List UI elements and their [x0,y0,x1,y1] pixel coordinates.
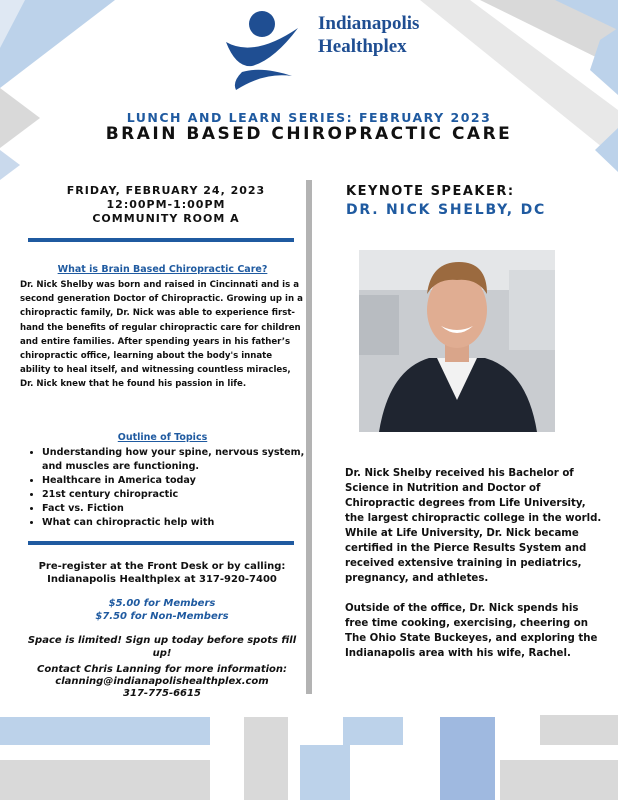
bio-text: Dr. Nick Shelby was born and raised in Cincinnati and is a second generation Doctor of Chiropractic. Growing up in a chiropractic family, Dr. Nick was able to experience first-hand the benefits of regular chiropractic care for children and entire families. After spending years in his father’s chiropractic office, learning about the body's innate ability to heal itself, and witnessing countless miracles, Dr. Nick knew that he found his passion in life. [20,280,303,390]
price-members: $5.00 for Members [108,598,216,609]
speaker-bio-paragraph: Dr. Nick Shelby received his Bachelor of Science in Nutrition and Doctor of Chiropractic degrees from Life University, the largest chiropractic college in the world. While at Life University, Dr. Nick became certified in the Pierce Results System and received extensive training in pediatrics, pregnancy, and athletes. [345,468,602,584]
contact-info [22,664,302,700]
bio-heading: What is Brain Based Chiropractic Care? [57,264,268,275]
register-line2: Indianapolis Healthplex at 317-920-7400 [47,574,277,585]
list-item: • Healthcare in America today [42,474,322,488]
topics-list [22,446,322,530]
list-item: • Fact vs. Fiction [42,502,322,516]
org-name-line1: Indianapolis [318,13,420,34]
register-line1: Pre-register at the Front Desk or by calling: [38,561,286,572]
org-name [318,12,419,58]
org-name-line2: Healthplex [318,36,407,57]
section-divider-bar [28,238,294,242]
list-item: • Understanding how your spine, nervous system, and muscles are functioning. [42,446,322,474]
keynote-name: DR. NICK SHELBY, DC [346,202,547,218]
event-info [30,184,302,226]
contact-email[interactable]: clanning@indianapolishealthplex.com [55,676,269,687]
speaker-bio [345,466,603,676]
list-item: • 21st century chiropractic [42,488,322,502]
register-info [22,560,302,586]
price-nonmembers: $7.50 for Non-Members [95,611,229,622]
event-time: 12:00PM-1:00PM [106,198,226,211]
topics-heading: Outline of Topics [117,432,208,443]
contact-phone[interactable]: 317-775-6615 [123,688,201,699]
contact-line1: Contact Chris Lanning for more information: [36,664,288,675]
list-item: • What can chiropractic help with [42,516,322,530]
series-heading: LUNCH AND LEARN SERIES: FEBRUARY 2023 [126,110,492,125]
healthplex-logo-icon [222,8,302,92]
column-divider [306,180,312,694]
page-title: BRAIN BASED CHIROPRACTIC CARE [105,124,513,144]
event-location: COMMUNITY ROOM A [92,212,240,225]
speaker-photo [359,250,555,432]
speaker-bio-paragraph: Outside of the office, Dr. Nick spends his free time cooking, exercising, cheering on The Ohio State Buckeyes, and exploring the Indianapolis area with his wife, Rachel. [345,603,598,659]
keynote-label: KEYNOTE SPEAKER: [346,184,515,199]
event-date: FRIDAY, FEBRUARY 24, 2023 [66,184,266,197]
pricing [22,597,302,623]
section-divider-bar [28,541,294,545]
space-note: Space is limited! Sign up today before spots fill up! [27,635,297,659]
